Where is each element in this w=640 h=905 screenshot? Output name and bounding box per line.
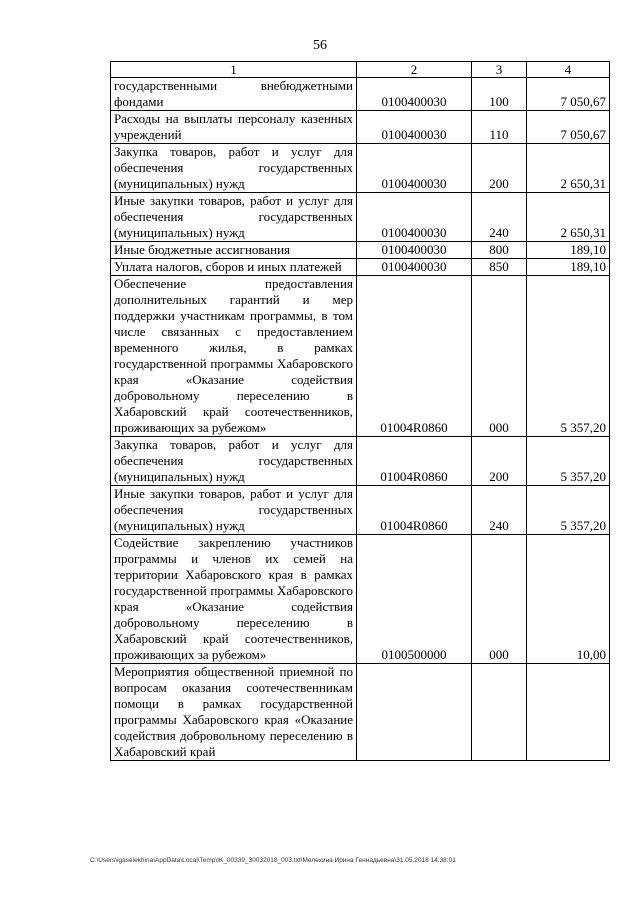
table-row: [111, 437, 610, 486]
row-name: Расходы на выплаты персоналу казенных учреждений: [111, 111, 357, 144]
row-expense-type: 800: [472, 242, 527, 259]
page-number: 56: [313, 38, 327, 53]
row-expense-type: 240: [472, 193, 527, 242]
header-col-4: 4: [527, 62, 610, 78]
table-row: [111, 193, 610, 242]
row-sum: 7 050,67: [527, 78, 610, 111]
row-sum: 5 357,20: [527, 437, 610, 486]
row-code: 0100400030: [357, 144, 472, 193]
row-expense-type: 200: [472, 437, 527, 486]
table-row: [111, 486, 610, 535]
row-code: 0100400030: [357, 193, 472, 242]
row-expense-type: 850: [472, 259, 527, 276]
row-sum: 189,10: [527, 242, 610, 259]
row-code: 0100400030: [357, 259, 472, 276]
table-row: [111, 242, 610, 259]
row-code: 0100500000: [357, 535, 472, 664]
table-row: [111, 111, 610, 144]
row-code: 0100400030: [357, 242, 472, 259]
row-name: Иные бюджетные ассигнования: [111, 242, 357, 259]
header-col-3: 3: [472, 62, 527, 78]
row-sum: [527, 664, 610, 761]
row-sum: 2 650,31: [527, 193, 610, 242]
row-expense-type: 000: [472, 535, 527, 664]
row-code: [357, 664, 472, 761]
row-name: Содействие закреплению участников программы и членов их семей на территории Хабаровского края в рамках государственной программы Хабаровского края «Оказание содействия добровольному переселению в Хабаровский край соотечественников, проживающих за рубежом»: [111, 535, 357, 664]
header-col-1: 1: [111, 62, 357, 78]
row-sum: 189,10: [527, 259, 610, 276]
row-expense-type: 240: [472, 486, 527, 535]
header-col-2: 2: [357, 62, 472, 78]
table-row: [111, 535, 610, 664]
row-sum: 2 650,31: [527, 144, 610, 193]
row-expense-type: 100: [472, 78, 527, 111]
footer-file-path: C:\Users\igaselekhina\AppData\Local\Temp\IK_00339_30032018_003.txt\Мелехина Ирина Геннадьевна\31.05.2018 14:38:01: [90, 857, 456, 864]
row-code: 01004R0860: [357, 486, 472, 535]
row-sum: 10,00: [527, 535, 610, 664]
table-row: [111, 664, 610, 761]
table-row: [111, 78, 610, 111]
table-row: [111, 144, 610, 193]
row-expense-type: 200: [472, 144, 527, 193]
row-expense-type: 110: [472, 111, 527, 144]
row-name: Закупка товаров, работ и услуг для обеспечения государственных (муниципальных) нужд: [111, 437, 357, 486]
table-header-row: [111, 62, 610, 78]
table-row: [111, 259, 610, 276]
row-name: Иные закупки товаров, работ и услуг для обеспечения государственных (муниципальных) нужд: [111, 486, 357, 535]
row-sum: 5 357,20: [527, 276, 610, 437]
row-expense-type: 000: [472, 276, 527, 437]
row-expense-type: [472, 664, 527, 761]
budget-table: [110, 61, 610, 761]
row-name: Иные закупки товаров, работ и услуг для обеспечения государственных (муниципальных) нужд: [111, 193, 357, 242]
row-name: Закупка товаров, работ и услуг для обеспечения государственных (муниципальных) нужд: [111, 144, 357, 193]
row-code: 0100400030: [357, 111, 472, 144]
row-code: 01004R0860: [357, 437, 472, 486]
table-row: [111, 276, 610, 437]
row-name: Мероприятия общественной приемной по вопросам оказания соотечественникам помощи в рамках государственной программы Хабаровского края «Оказание содействия добровольному переселению в Хабаровский край: [111, 664, 357, 761]
row-code: 0100400030: [357, 78, 472, 111]
row-code: 01004R0860: [357, 276, 472, 437]
row-name: государственными внебюджетными фондами: [111, 78, 357, 111]
row-name: Уплата налогов, сборов и иных платежей: [111, 259, 357, 276]
row-sum: 5 357,20: [527, 486, 610, 535]
row-sum: 7 050,67: [527, 111, 610, 144]
row-name: Обеспечение предоставления дополнительных гарантий и мер поддержки участникам программы, в том числе связанных с предоставлением временного жилья, в рамках государственной программы Хабаровского края «Оказание содействия добровольному переселению в Хабаровский край соотечественников, проживающих за рубежом»: [111, 276, 357, 437]
